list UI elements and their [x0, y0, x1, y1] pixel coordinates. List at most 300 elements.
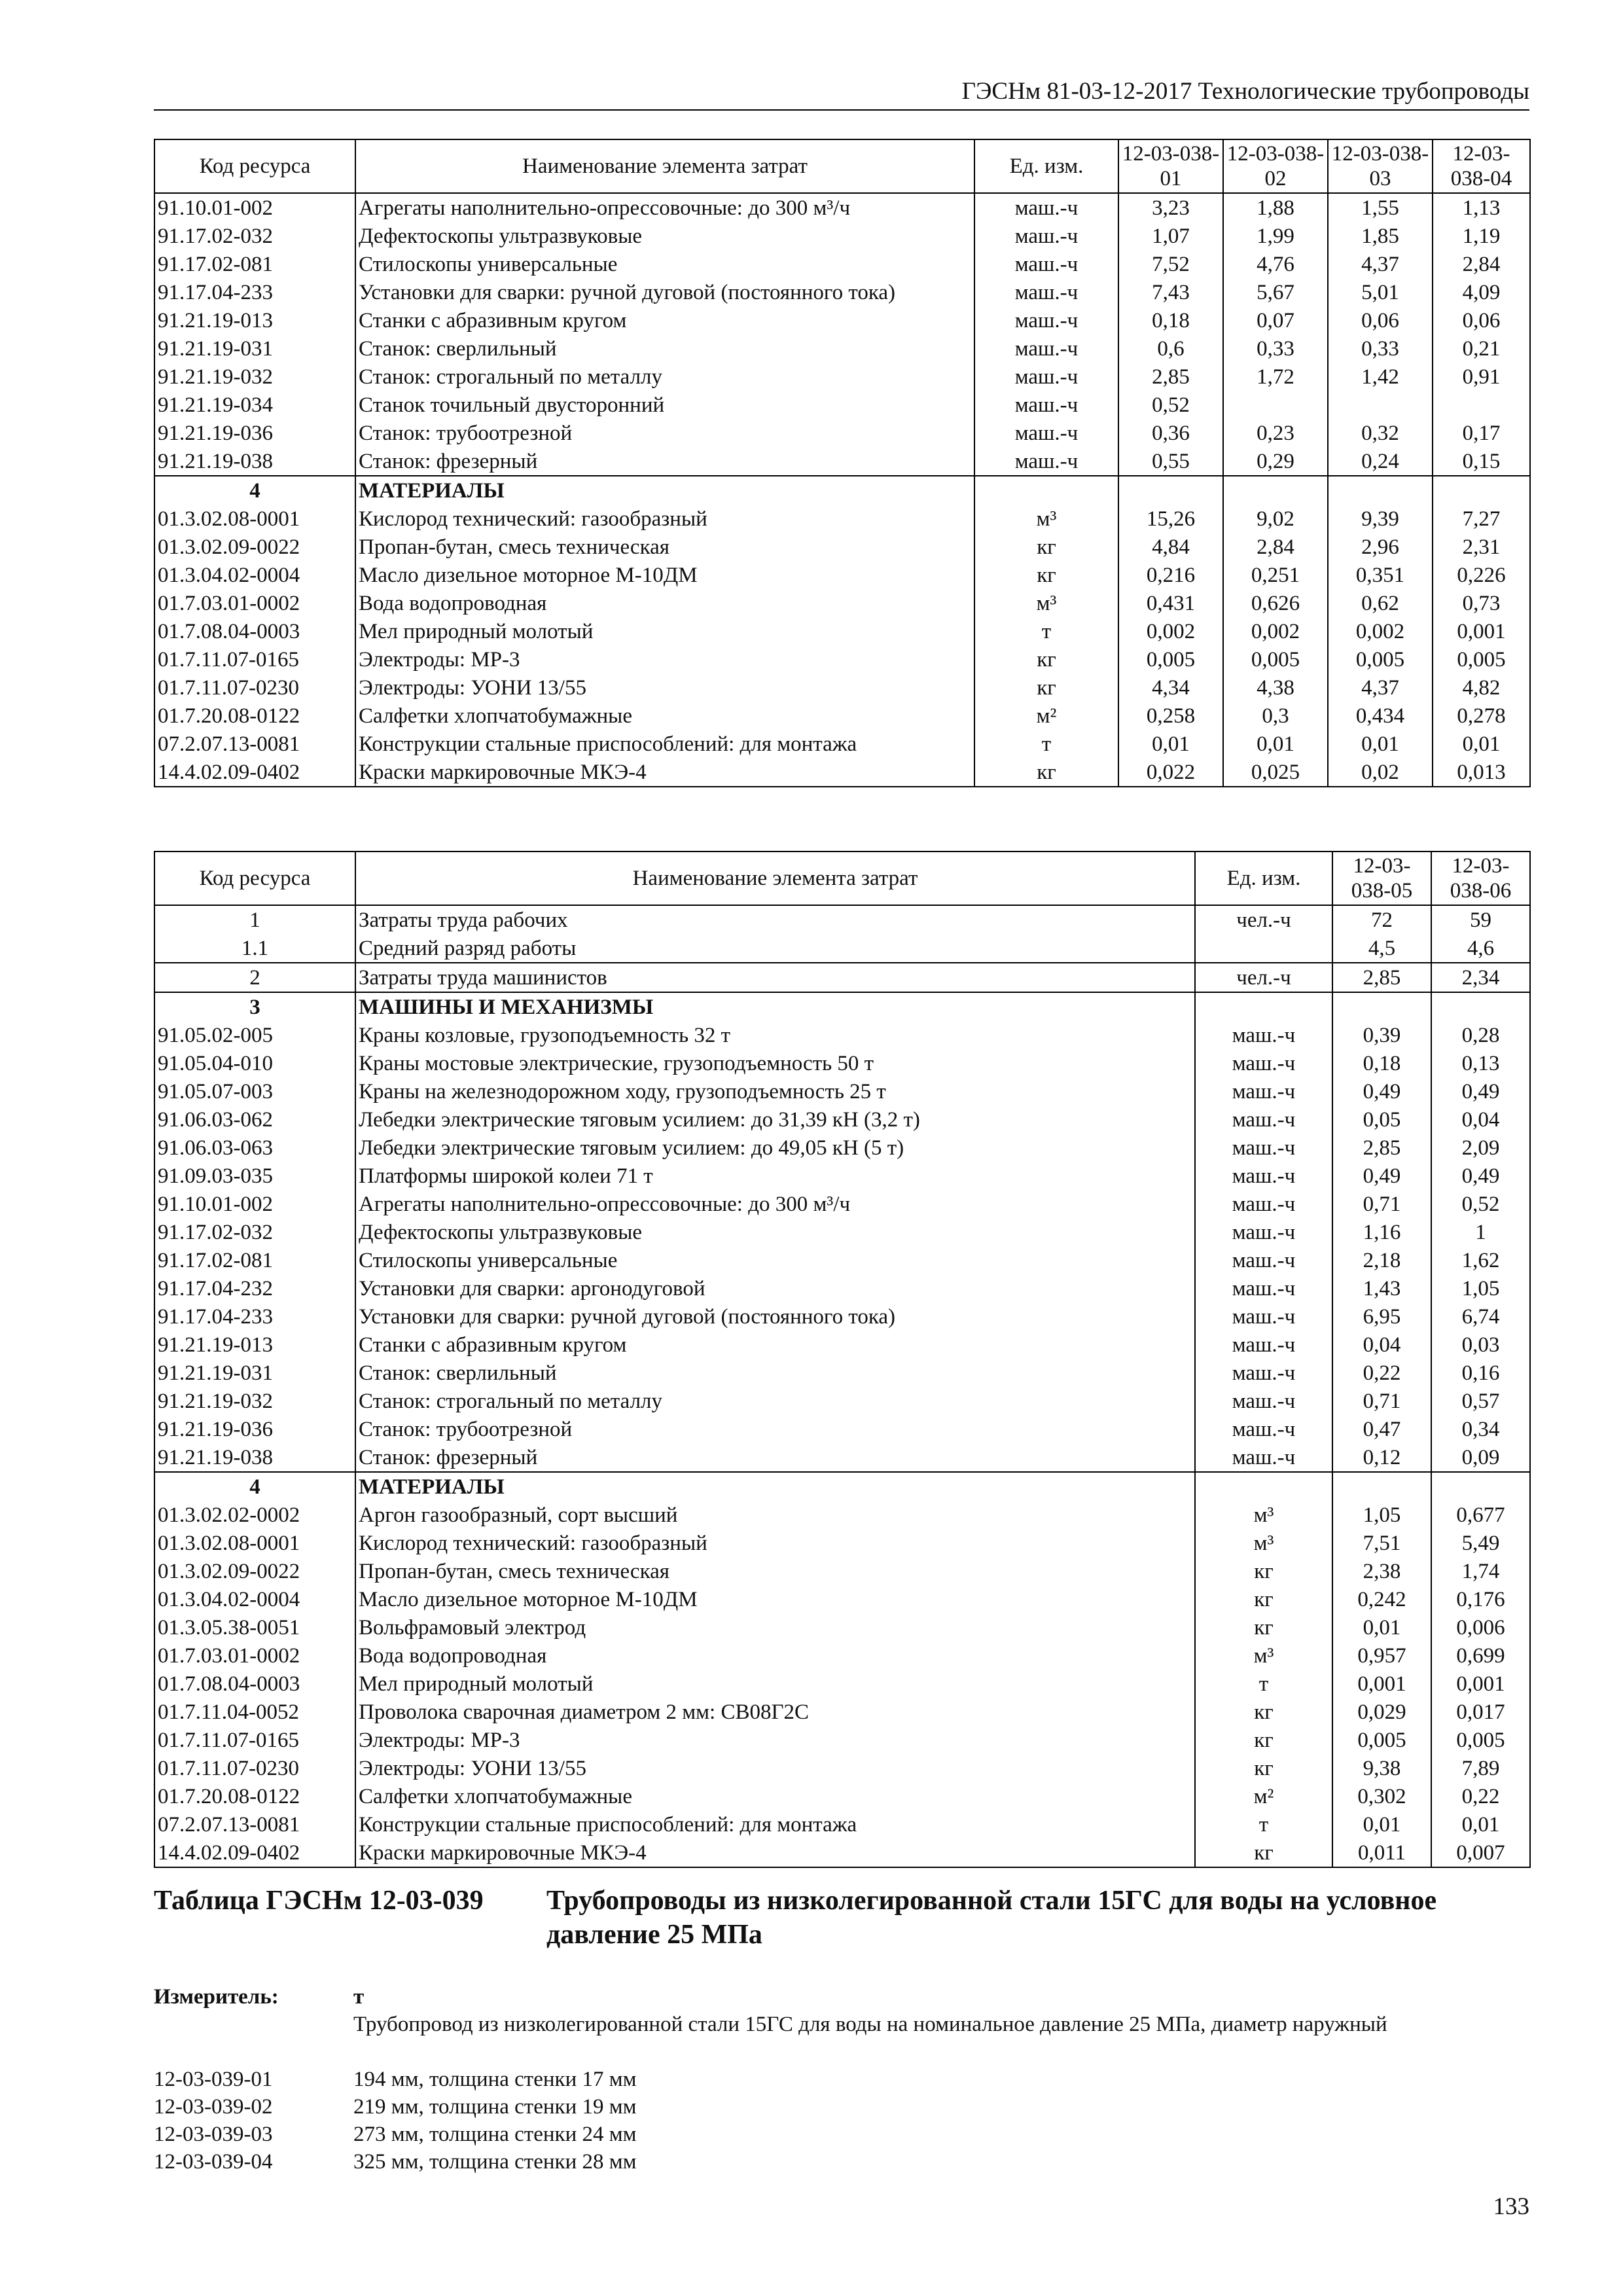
- resource-value: 0,09: [1431, 1443, 1530, 1472]
- resource-name: Платформы широкой колеи 71 т: [355, 1162, 1195, 1190]
- header-unit: Ед. изм.: [974, 139, 1118, 193]
- resource-code: 01.3.05.38-0051: [154, 1613, 355, 1641]
- measure-item-code: 12-03-039-03: [154, 2123, 273, 2146]
- resource-value: 6,95: [1332, 1302, 1431, 1331]
- table-row: [154, 1754, 1530, 1782]
- resource-value: 4,38: [1223, 673, 1328, 702]
- table-row: [154, 1810, 1530, 1839]
- resource-unit: м³: [974, 589, 1118, 617]
- resource-unit: кг: [1195, 1839, 1332, 1867]
- resource-name: Вольфрамовый электрод: [355, 1613, 1195, 1641]
- table-row: [154, 1698, 1530, 1726]
- resource-unit: кг: [974, 758, 1118, 787]
- table-row: [154, 617, 1530, 645]
- resource-unit: маш.-ч: [974, 363, 1118, 391]
- resource-value: 0,434: [1328, 702, 1433, 730]
- resource-value: 2,85: [1118, 363, 1223, 391]
- resource-name: Станок: строгальный по металлу: [355, 363, 974, 391]
- resource-code: 91.17.04-232: [154, 1274, 355, 1302]
- resource-value: 2,38: [1332, 1557, 1431, 1585]
- table-row: [154, 1049, 1530, 1077]
- table-row: [154, 1529, 1530, 1557]
- resource-unit: маш.-ч: [1195, 1415, 1332, 1443]
- resource-name: Станок: сверлильный: [355, 1359, 1195, 1387]
- table-title-label: Таблица ГЭСНм 12-03-039: [154, 1886, 484, 1916]
- resource-unit: [1195, 992, 1332, 1021]
- resource-value: 0,677: [1431, 1501, 1530, 1529]
- resource-name: Станок: сверлильный: [355, 334, 974, 363]
- resource-code: 1: [154, 905, 355, 934]
- resource-value: 9,02: [1223, 505, 1328, 533]
- resource-code: 01.3.02.02-0002: [154, 1501, 355, 1529]
- resource-value: 0,011: [1332, 1839, 1431, 1867]
- resource-value: 7,51: [1332, 1529, 1431, 1557]
- resource-value: 0,006: [1431, 1613, 1530, 1641]
- resource-value: 0,699: [1431, 1641, 1530, 1670]
- table-row: [154, 702, 1530, 730]
- resource-value: 0,28: [1431, 1021, 1530, 1049]
- header-col-4: 12-03-038-04: [1433, 139, 1530, 193]
- resource-unit: кг: [1195, 1754, 1332, 1782]
- resource-value: 2,85: [1332, 963, 1431, 992]
- resource-code: 01.7.11.07-0230: [154, 673, 355, 702]
- resource-value: 0,07: [1223, 306, 1328, 334]
- table-row: [154, 1585, 1530, 1613]
- resource-value: 4,82: [1433, 673, 1530, 702]
- resource-value: 0,06: [1328, 306, 1433, 334]
- header-unit: Ед. изм.: [1195, 852, 1332, 905]
- resource-value: [1118, 476, 1223, 505]
- document-title: ГЭСНм 81-03-12-2017 Технологические трубопроводы: [961, 78, 1529, 105]
- resource-unit: кг: [1195, 1613, 1332, 1641]
- resource-value: 0,002: [1118, 617, 1223, 645]
- resource-value: [1433, 476, 1530, 505]
- table-header-row: [154, 852, 1530, 905]
- resource-value: 0,216: [1118, 561, 1223, 589]
- resource-value: 0,39: [1332, 1021, 1431, 1049]
- resource-code: 91.17.02-081: [154, 250, 355, 278]
- resource-value: 0,01: [1332, 1613, 1431, 1641]
- resource-name: Стилоскопы универсальные: [355, 250, 974, 278]
- resource-value: 0,36: [1118, 419, 1223, 447]
- resource-unit: [1195, 1472, 1332, 1501]
- resource-name: Стилоскопы универсальные: [355, 1246, 1195, 1274]
- table-row: [154, 1331, 1530, 1359]
- resource-code: 01.3.04.02-0004: [154, 1585, 355, 1613]
- resource-code: 14.4.02.09-0402: [154, 758, 355, 787]
- resource-value: 0,55: [1118, 447, 1223, 476]
- resource-name: Масло дизельное моторное М-10ДМ: [355, 561, 974, 589]
- resource-unit: маш.-ч: [974, 447, 1118, 476]
- resource-value: [1328, 476, 1433, 505]
- resource-value: 0,431: [1118, 589, 1223, 617]
- resource-name: Краски маркировочные МКЭ-4: [355, 1839, 1195, 1867]
- resource-value: 0,12: [1332, 1443, 1431, 1472]
- resource-code: 4: [154, 1472, 355, 1501]
- resource-value: 0,013: [1433, 758, 1530, 787]
- resource-value: [1332, 992, 1431, 1021]
- resource-value: 0,21: [1433, 334, 1530, 363]
- resource-unit: маш.-ч: [1195, 1134, 1332, 1162]
- resource-value: 0,005: [1223, 645, 1328, 673]
- resource-code: 3: [154, 992, 355, 1021]
- resource-value: 0,01: [1328, 730, 1433, 758]
- resource-value: 0,022: [1118, 758, 1223, 787]
- resource-name: Краски маркировочные МКЭ-4: [355, 758, 974, 787]
- resource-name: Станок: фрезерный: [355, 447, 974, 476]
- resource-code: 01.3.02.09-0022: [154, 1557, 355, 1585]
- table-row: [154, 193, 1530, 222]
- table-row: [154, 1302, 1530, 1331]
- resource-value: 2,18: [1332, 1246, 1431, 1274]
- resource-unit: кг: [974, 673, 1118, 702]
- resource-value: 1,55: [1328, 193, 1433, 222]
- resource-name: Электроды: МР-3: [355, 1726, 1195, 1754]
- resource-name: МАТЕРИАЛЫ: [355, 1472, 1195, 1501]
- resource-value: 0,24: [1328, 447, 1433, 476]
- resource-value: [1332, 1472, 1431, 1501]
- resource-value: 0,005: [1332, 1726, 1431, 1754]
- resource-code: 91.10.01-002: [154, 1190, 355, 1218]
- table-row: [154, 1839, 1530, 1867]
- table-header-row: [154, 139, 1530, 193]
- measure-item-code: 12-03-039-04: [154, 2150, 273, 2174]
- resource-value: 6,74: [1431, 1302, 1530, 1331]
- resource-code: 1.1: [154, 934, 355, 963]
- resource-value: 4,84: [1118, 533, 1223, 561]
- table-row: [154, 1726, 1530, 1754]
- resource-unit: маш.-ч: [1195, 1049, 1332, 1077]
- resource-value: 0,05: [1332, 1105, 1431, 1134]
- resource-unit: маш.-ч: [1195, 1359, 1332, 1387]
- page-header: [154, 77, 1529, 111]
- resource-name: Вода водопроводная: [355, 589, 974, 617]
- measure-description: Трубопровод из низколегированной стали 15ГС для воды на номинальное давление 25 МПа, диаметр наружный: [353, 2013, 1387, 2036]
- resource-unit: м³: [1195, 1641, 1332, 1670]
- resource-name: Мел природный молотый: [355, 1670, 1195, 1698]
- header-col-3: 12-03-038-03: [1328, 139, 1433, 193]
- resource-value: [1431, 992, 1530, 1021]
- resource-value: 1,13: [1433, 193, 1530, 222]
- table-row: [154, 419, 1530, 447]
- table-row: [154, 306, 1530, 334]
- measure-row: [154, 1983, 1529, 2011]
- resource-unit: маш.-ч: [1195, 1105, 1332, 1134]
- table-row: [154, 1274, 1530, 1302]
- table-row: [154, 1105, 1530, 1134]
- resource-name: Электроды: МР-3: [355, 645, 974, 673]
- resource-code: 91.21.19-013: [154, 306, 355, 334]
- header-col-1: 12-03-038-01: [1118, 139, 1223, 193]
- resource-name: Кислород технический: газообразный: [355, 1529, 1195, 1557]
- resource-value: 7,27: [1433, 505, 1530, 533]
- table-title-text: Трубопроводы из низколегированной стали 15ГС для воды на условное давление 25 МПа: [546, 1886, 1437, 1950]
- resource-name: Пропан-бутан, смесь техническая: [355, 533, 974, 561]
- resource-value: 0,001: [1332, 1670, 1431, 1698]
- resource-value: 1,19: [1433, 222, 1530, 250]
- resource-code: 91.06.03-063: [154, 1134, 355, 1162]
- resource-value: 72: [1332, 905, 1431, 934]
- resource-value: 0,017: [1431, 1698, 1530, 1726]
- table-row: [154, 363, 1530, 391]
- resource-unit: маш.-ч: [1195, 1218, 1332, 1246]
- resource-name: Вода водопроводная: [355, 1641, 1195, 1670]
- table-row: [154, 533, 1530, 561]
- resource-value: 0,005: [1118, 645, 1223, 673]
- resource-unit: т: [974, 617, 1118, 645]
- resource-name: Электроды: УОНИ 13/55: [355, 1754, 1195, 1782]
- resource-code: 91.21.19-036: [154, 419, 355, 447]
- measure-item-text: 194 мм, толщина стенки 17 мм: [353, 2068, 637, 2091]
- resource-value: 2,31: [1433, 533, 1530, 561]
- table-row: [154, 1134, 1530, 1162]
- resource-code: 91.21.19-038: [154, 447, 355, 476]
- resource-code: 01.7.11.07-0165: [154, 1726, 355, 1754]
- resource-unit: кг: [974, 533, 1118, 561]
- resource-code: 91.09.03-035: [154, 1162, 355, 1190]
- resource-unit: маш.-ч: [974, 391, 1118, 419]
- resource-code: 01.7.11.07-0165: [154, 645, 355, 673]
- resource-value: 5,01: [1328, 278, 1433, 306]
- resource-value: 0,49: [1332, 1077, 1431, 1105]
- resource-code: 91.21.19-013: [154, 1331, 355, 1359]
- resource-code: 01.7.08.04-0003: [154, 1670, 355, 1698]
- table-row: [154, 934, 1530, 963]
- resource-unit: т: [1195, 1670, 1332, 1698]
- resource-table-038-05-06: [154, 851, 1531, 1868]
- resource-value: 0,302: [1332, 1782, 1431, 1810]
- resource-value: 0,957: [1332, 1641, 1431, 1670]
- resource-name: Агрегаты наполнительно-опрессовочные: до 300 м³/ч: [355, 193, 974, 222]
- resource-unit: маш.-ч: [974, 278, 1118, 306]
- resource-unit: маш.-ч: [974, 193, 1118, 222]
- resource-code: 91.06.03-062: [154, 1105, 355, 1134]
- resource-code: 01.7.11.04-0052: [154, 1698, 355, 1726]
- resource-value: 0,6: [1118, 334, 1223, 363]
- resource-code: 14.4.02.09-0402: [154, 1839, 355, 1867]
- resource-value: 0,49: [1332, 1162, 1431, 1190]
- resource-name: Лебедки электрические тяговым усилием: до 31,39 кН (3,2 т): [355, 1105, 1195, 1134]
- table-row: [154, 447, 1530, 476]
- resource-value: 1,43: [1332, 1274, 1431, 1302]
- resource-value: 0,04: [1332, 1331, 1431, 1359]
- table-row: [154, 1162, 1530, 1190]
- table-row: [154, 758, 1530, 787]
- resource-value: 0,226: [1433, 561, 1530, 589]
- resource-value: 1,42: [1328, 363, 1433, 391]
- resource-unit: маш.-ч: [1195, 1162, 1332, 1190]
- table-row: [154, 589, 1530, 617]
- resource-code: 91.21.19-031: [154, 334, 355, 363]
- resource-value: 0,01: [1118, 730, 1223, 758]
- header-col-2: 12-03-038-06: [1431, 852, 1530, 905]
- header-name: Наименование элемента затрат: [355, 852, 1195, 905]
- measure-label: Измеритель:: [154, 1985, 279, 2009]
- resource-value: 7,89: [1431, 1754, 1530, 1782]
- resource-unit: [974, 476, 1118, 505]
- table-row: [154, 1218, 1530, 1246]
- resource-unit: маш.-ч: [974, 334, 1118, 363]
- resource-name: Электроды: УОНИ 13/55: [355, 673, 974, 702]
- resource-code: 07.2.07.13-0081: [154, 730, 355, 758]
- resource-value: 0,52: [1118, 391, 1223, 419]
- resource-unit: маш.-ч: [1195, 1246, 1332, 1274]
- table-row: [154, 222, 1530, 250]
- resource-value: 0,57: [1431, 1387, 1530, 1415]
- resource-name: Салфетки хлопчатобумажные: [355, 702, 974, 730]
- resource-value: [1431, 1472, 1530, 1501]
- resource-value: 1,16: [1332, 1218, 1431, 1246]
- resource-value: 0,005: [1433, 645, 1530, 673]
- measure-item-code: 12-03-039-02: [154, 2095, 273, 2119]
- resource-code: 91.17.02-081: [154, 1246, 355, 1274]
- resource-value: 0,626: [1223, 589, 1328, 617]
- measure-item: [154, 2066, 1529, 2093]
- resource-code: 91.05.04-010: [154, 1049, 355, 1077]
- resource-value: 0,29: [1223, 447, 1328, 476]
- table-row: [154, 905, 1530, 934]
- table-row: [154, 963, 1530, 992]
- resource-value: 9,39: [1328, 505, 1433, 533]
- resource-value: 2,96: [1328, 533, 1433, 561]
- resource-value: 0,33: [1223, 334, 1328, 363]
- section-row: [154, 1472, 1530, 1501]
- resource-name: Конструкции стальные приспособлений: для монтажа: [355, 1810, 1195, 1839]
- resource-value: 0,242: [1332, 1585, 1431, 1613]
- resource-value: 1,99: [1223, 222, 1328, 250]
- resource-name: Краны мостовые электрические, грузоподъемность 50 т: [355, 1049, 1195, 1077]
- resource-unit: м³: [974, 505, 1118, 533]
- resource-unit: кг: [1195, 1726, 1332, 1754]
- resource-value: 0,18: [1118, 306, 1223, 334]
- resource-code: 91.17.04-233: [154, 278, 355, 306]
- measure-unit: т: [353, 1985, 365, 2009]
- resource-code: 91.21.19-036: [154, 1415, 355, 1443]
- resource-unit: чел.-ч: [1195, 963, 1332, 992]
- resource-value: 0,71: [1332, 1387, 1431, 1415]
- resource-value: 59: [1431, 905, 1530, 934]
- resource-unit: маш.-ч: [1195, 1331, 1332, 1359]
- resource-value: 9,38: [1332, 1754, 1431, 1782]
- table-row: [154, 1557, 1530, 1585]
- resource-value: 0,029: [1332, 1698, 1431, 1726]
- table-body: [154, 193, 1530, 787]
- resource-value: 0,22: [1332, 1359, 1431, 1387]
- table-row: [154, 1190, 1530, 1218]
- resource-value: 5,49: [1431, 1529, 1530, 1557]
- resource-value: 0,278: [1433, 702, 1530, 730]
- resource-name: МАТЕРИАЛЫ: [355, 476, 974, 505]
- resource-name: Краны на железнодорожном ходу, грузоподъемность 25 т: [355, 1077, 1195, 1105]
- header-code: Код ресурса: [154, 139, 355, 193]
- resource-value: [1223, 391, 1328, 419]
- measure-item-text: 325 мм, толщина стенки 28 мм: [353, 2150, 637, 2174]
- resource-code: 91.21.19-034: [154, 391, 355, 419]
- table-row: [154, 1246, 1530, 1274]
- resource-value: 0,001: [1431, 1670, 1530, 1698]
- resource-name: Средний разряд работы: [355, 934, 1195, 963]
- resource-value: 0,01: [1223, 730, 1328, 758]
- resource-unit: кг: [1195, 1698, 1332, 1726]
- resource-unit: м²: [1195, 1782, 1332, 1810]
- resource-unit: маш.-ч: [1195, 1021, 1332, 1049]
- resource-value: 0,71: [1332, 1190, 1431, 1218]
- resource-value: 0,007: [1431, 1839, 1530, 1867]
- resource-value: 1,88: [1223, 193, 1328, 222]
- resource-value: 4,76: [1223, 250, 1328, 278]
- measure-item: [154, 2093, 1529, 2121]
- resource-value: 0,01: [1433, 730, 1530, 758]
- resource-code: 91.17.02-032: [154, 222, 355, 250]
- table-row: [154, 505, 1530, 533]
- resource-value: 4,37: [1328, 673, 1433, 702]
- resource-value: 0,16: [1431, 1359, 1530, 1387]
- page-number: 133: [1493, 2193, 1529, 2220]
- resource-code: 01.3.02.08-0001: [154, 505, 355, 533]
- header-code: Код ресурса: [154, 852, 355, 905]
- resource-code: 01.3.02.08-0001: [154, 1529, 355, 1557]
- table-row: [154, 730, 1530, 758]
- table-row: [154, 645, 1530, 673]
- table-row: [154, 278, 1530, 306]
- resource-value: 4,5: [1332, 934, 1431, 963]
- resource-name: Станок: фрезерный: [355, 1443, 1195, 1472]
- resource-code: 91.17.02-032: [154, 1218, 355, 1246]
- table-row: [154, 334, 1530, 363]
- section-row: [154, 992, 1530, 1021]
- resource-value: 0,025: [1223, 758, 1328, 787]
- resource-value: 0,002: [1328, 617, 1433, 645]
- resource-unit: маш.-ч: [1195, 1302, 1332, 1331]
- resource-value: 2,09: [1431, 1134, 1530, 1162]
- table-row: [154, 1613, 1530, 1641]
- resource-unit: маш.-ч: [1195, 1274, 1332, 1302]
- resource-name: Мел природный молотый: [355, 617, 974, 645]
- resource-name: Кислород технический: газообразный: [355, 505, 974, 533]
- resource-value: 0,22: [1431, 1782, 1530, 1810]
- resource-unit: м³: [1195, 1501, 1332, 1529]
- resource-value: 0,62: [1328, 589, 1433, 617]
- resource-value: 0,17: [1433, 419, 1530, 447]
- resource-code: 01.7.20.08-0122: [154, 702, 355, 730]
- resource-value: 0,01: [1332, 1810, 1431, 1839]
- resource-value: 0,351: [1328, 561, 1433, 589]
- measure-item: [154, 2121, 1529, 2148]
- resource-unit: маш.-ч: [974, 306, 1118, 334]
- resource-code: 4: [154, 476, 355, 505]
- resource-name: Установки для сварки: аргонодуговой: [355, 1274, 1195, 1302]
- header-col-1: 12-03-038-05: [1332, 852, 1431, 905]
- resource-code: 01.7.03.01-0002: [154, 1641, 355, 1670]
- resource-unit: маш.-ч: [974, 222, 1118, 250]
- table-row: [154, 1501, 1530, 1529]
- resource-value: 0,258: [1118, 702, 1223, 730]
- table-row: [154, 1670, 1530, 1698]
- resource-unit: т: [1195, 1810, 1332, 1839]
- resource-code: 91.21.19-032: [154, 363, 355, 391]
- table-body: [154, 905, 1530, 1867]
- table-row: [154, 1021, 1530, 1049]
- resource-value: 0,251: [1223, 561, 1328, 589]
- resource-value: 0,33: [1328, 334, 1433, 363]
- resource-value: 0,18: [1332, 1049, 1431, 1077]
- resource-name: Затраты труда машинистов: [355, 963, 1195, 992]
- resource-name: Пропан-бутан, смесь техническая: [355, 1557, 1195, 1585]
- resource-name: Станок: строгальный по металлу: [355, 1387, 1195, 1415]
- resource-value: 5,67: [1223, 278, 1328, 306]
- resource-value: 15,26: [1118, 505, 1223, 533]
- resource-value: 0,03: [1431, 1331, 1530, 1359]
